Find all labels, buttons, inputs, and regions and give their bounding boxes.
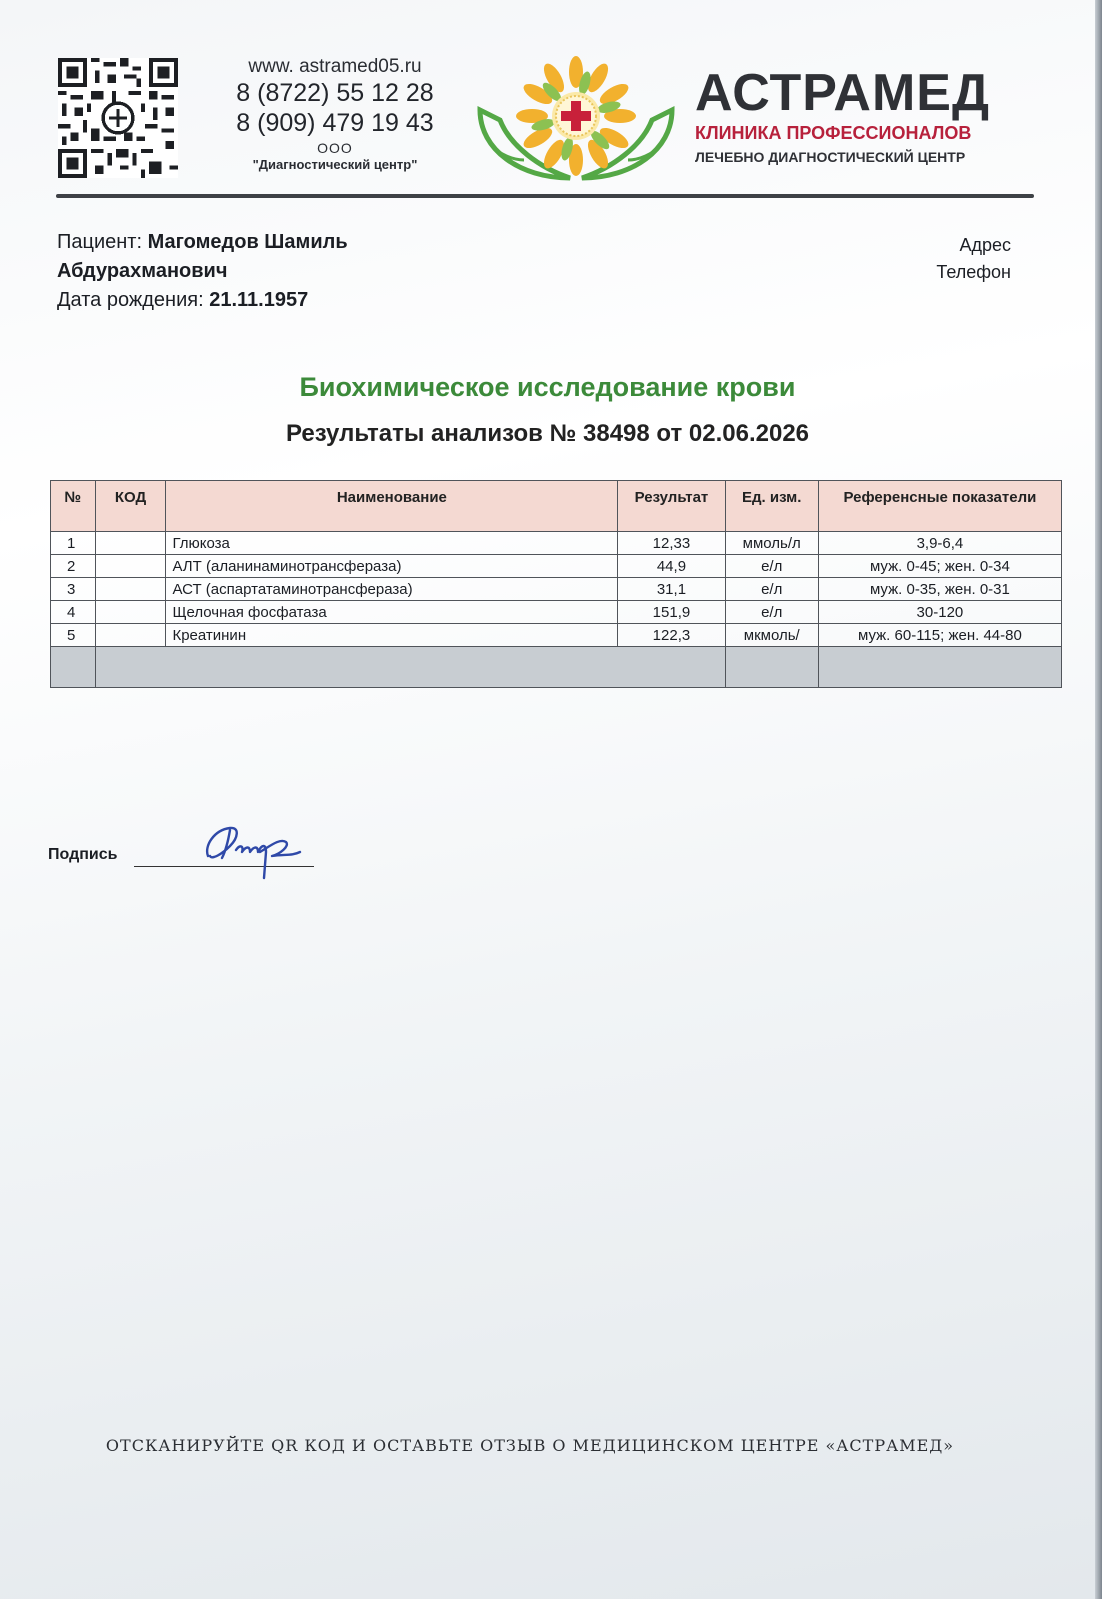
header-divider bbox=[56, 194, 1034, 198]
row-unit: ммоль/л bbox=[725, 532, 818, 555]
table-row bbox=[51, 532, 1062, 555]
row-name: АЛТ (аланинаминотрансфераза) bbox=[166, 555, 618, 578]
row-number: 2 bbox=[51, 555, 96, 578]
col-name-header: Наименование bbox=[166, 481, 618, 532]
row-name: АСТ (аспартатаминотрансфераза) bbox=[166, 578, 618, 601]
clinic-brand bbox=[695, 66, 1035, 165]
row-code bbox=[95, 624, 166, 647]
row-number: 5 bbox=[51, 624, 96, 647]
signature-label: Подпись bbox=[48, 846, 118, 863]
row-unit: е/л bbox=[725, 601, 818, 624]
dob-label: Дата рождения: bbox=[57, 289, 204, 311]
phone-label: Телефон bbox=[936, 262, 1011, 282]
patient-dob-line bbox=[57, 286, 477, 315]
clinic-contacts bbox=[220, 56, 450, 172]
report-subtitle: Результаты анализов № 38498 от 02.06.2026 bbox=[285, 420, 810, 447]
table-row bbox=[51, 555, 1062, 578]
row-reference: 3,9-6,4 bbox=[818, 532, 1061, 555]
row-result: 44,9 bbox=[618, 555, 725, 578]
brand-name: АСТРАМЕД bbox=[695, 64, 990, 122]
row-result: 151,9 bbox=[618, 601, 725, 624]
empty-cell bbox=[95, 647, 725, 688]
row-unit: мкмоль/ bbox=[725, 624, 818, 647]
table-row bbox=[51, 601, 1062, 624]
phone-number-2: 8 (909) 479 19 43 bbox=[236, 109, 434, 137]
row-reference: муж. 0-45; жен. 0-34 bbox=[818, 555, 1061, 578]
row-reference: муж. 60-115; жен. 44-80 bbox=[818, 624, 1061, 647]
patient-info bbox=[57, 228, 477, 315]
org-form: ООО bbox=[317, 140, 353, 156]
col-number-header: № bbox=[51, 481, 96, 532]
col-unit-header: Ед. изм. bbox=[725, 481, 818, 532]
table-row bbox=[51, 624, 1062, 647]
table-empty-row bbox=[51, 647, 1062, 688]
row-name: Креатинин bbox=[166, 624, 618, 647]
sunflower-cross-logo-icon bbox=[470, 50, 682, 190]
row-number: 1 bbox=[51, 532, 96, 555]
table-header-row bbox=[51, 481, 1062, 532]
address-label: Адрес bbox=[959, 235, 1011, 255]
row-name: Щелочная фосфатаза bbox=[166, 601, 618, 624]
org-name: "Диагностический центр" bbox=[252, 157, 418, 172]
row-unit: е/л bbox=[725, 555, 818, 578]
phone-number-1: 8 (8722) 55 12 28 bbox=[236, 79, 434, 107]
row-number: 4 bbox=[51, 601, 96, 624]
empty-cell bbox=[818, 647, 1061, 688]
patient-name-first: Магомедов Шамиль bbox=[147, 231, 348, 253]
row-code bbox=[95, 578, 166, 601]
report-title: Биохимическое исследование крови bbox=[299, 372, 796, 402]
handwritten-signature-icon bbox=[200, 816, 320, 896]
patient-patronymic: Абдурахманович bbox=[57, 260, 228, 282]
row-result: 12,33 bbox=[618, 532, 725, 555]
row-result: 122,3 bbox=[618, 624, 725, 647]
brand-subtitle: ЛЕЧЕБНО ДИАГНОСТИЧЕСКИЙ ЦЕНТР bbox=[695, 149, 966, 165]
qr-code-icon bbox=[56, 58, 180, 178]
brand-slogan: КЛИНИКА ПРОФЕССИОНАЛОВ bbox=[695, 123, 972, 143]
results-table bbox=[50, 480, 1062, 688]
col-result-header: Результат bbox=[618, 481, 725, 532]
row-unit: е/л bbox=[725, 578, 818, 601]
row-result: 31,1 bbox=[618, 578, 725, 601]
empty-cell bbox=[51, 647, 96, 688]
dob-value: 21.11.1957 bbox=[209, 289, 309, 311]
patient-name-line2 bbox=[57, 257, 477, 286]
col-code-header: КОД bbox=[95, 481, 166, 532]
row-reference: муж. 0-35, жен. 0-31 bbox=[818, 578, 1061, 601]
patient-label: Пациент: bbox=[57, 231, 143, 253]
footer-note: ОТСКАНИРУЙТЕ QR КОД И ОСТАВЬТЕ ОТЗЫВ О МЕДИЦИНСКОМ ЦЕНТРЕ «АСТРАМЕД» bbox=[105, 1436, 955, 1455]
empty-cell bbox=[725, 647, 818, 688]
row-name: Глюкоза bbox=[166, 532, 618, 555]
table-row bbox=[51, 578, 1062, 601]
col-reference-header: Референсные показатели bbox=[818, 481, 1061, 532]
row-code bbox=[95, 532, 166, 555]
row-reference: 30-120 bbox=[818, 601, 1061, 624]
website-link[interactable]: www. astramed05.ru bbox=[248, 56, 422, 77]
row-code bbox=[95, 601, 166, 624]
paper-stack-edge bbox=[1095, 0, 1102, 1599]
patient-name-line1 bbox=[57, 228, 477, 257]
row-number: 3 bbox=[51, 578, 96, 601]
patient-contact-labels bbox=[936, 232, 1011, 286]
row-code bbox=[95, 555, 166, 578]
